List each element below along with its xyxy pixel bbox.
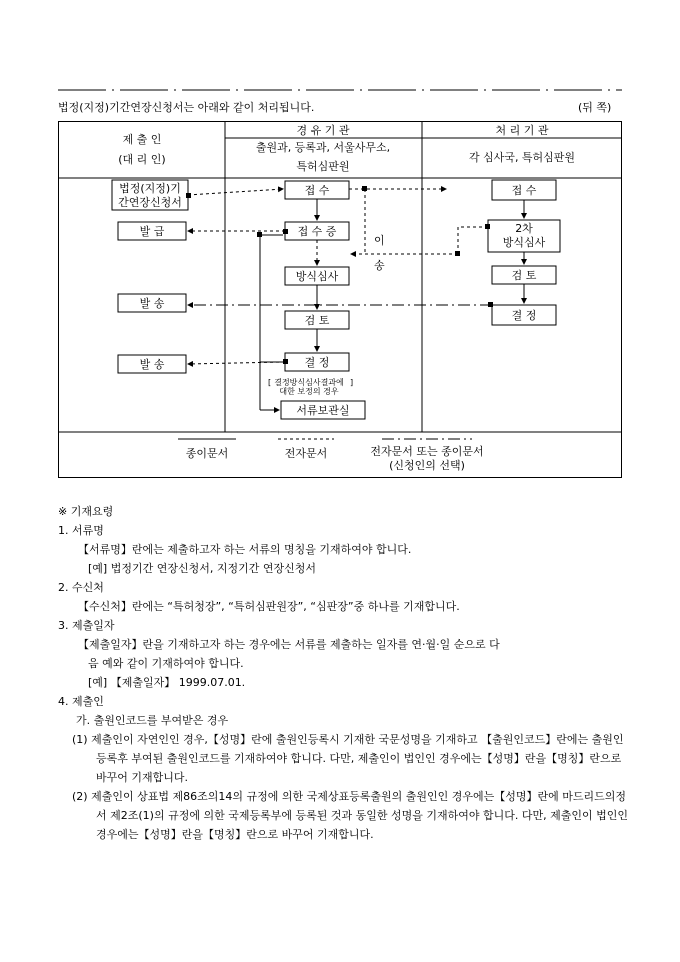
- transfer-label-1: 이: [374, 234, 385, 247]
- section-3-body-2: 음 예와 같이 기재하여야 합니다.: [88, 657, 244, 670]
- review-box: 검 토: [304, 314, 330, 327]
- proc-decision-box: 결 정: [511, 309, 537, 322]
- col3-header-sub: 각 심사국, 특허심판원: [468, 151, 576, 164]
- col1-header-line2: (대 리 인): [118, 153, 166, 166]
- correction-note-line1: 결정방식심사결과에: [274, 378, 344, 387]
- cut-line: [58, 85, 622, 95]
- section-4-item-2: (2) 제출인이 상표법 제86조의14의 규정에 의한 국제상표등록출원의 출원인인 경우에는【성명】란에 마드리드의정서 제2조(1)의 규정에 의한 국제등록부에 등록된 것과 동일한 성명을 기재하여야 합니다. 다만, 제출인이 법인인 경우에는【성명】란을【명칭】란으로 바꾸어 기재합니다.: [72, 790, 628, 841]
- issue-box: 발 급: [139, 225, 165, 238]
- section-3-example: [예] 【제출일자】 1999.07.01.: [88, 676, 246, 689]
- section-3-body-1: 【제출일자】란을 기재하고자 하는 경우에는 서류를 제출하는 일자를 연·월·일 순으로 다: [78, 638, 500, 651]
- applicant-doc-line1: 법정(지정)기: [119, 182, 181, 195]
- intro-text: 법정(지정)기간연장신청서는 아래와 같이 처리됩니다.: [58, 101, 315, 114]
- formality-review-box: 방식심사: [295, 270, 339, 283]
- legend-either: 전자문서 또는 종이문서: [370, 445, 484, 458]
- applicant-doc-line2: 간연장신청서: [118, 196, 182, 209]
- bracket-open: [: [268, 378, 272, 387]
- section-3-heading: 3. 제출일자: [58, 619, 115, 632]
- flow-diagram: [58, 121, 622, 479]
- section-4-item-1: (1) 제출인이 자연인인 경우,【성명】란에 출원인등록시 기재한 국문성명을 기재하고 【출원인코드】란에는 출원인등록후 부여된 출원인코드를 기재하여야 합니다. 다만, 제출인이 법인인 경우에는【성명】란을【명칭】란으로 바꾸어 기재합니다.: [72, 733, 624, 784]
- send-box-1: 발 송: [139, 297, 165, 310]
- section-4-heading: 4. 제출인: [58, 695, 104, 708]
- col2-header-title: 경 유 기 관: [296, 124, 350, 137]
- legend-paper: 종이문서: [185, 447, 229, 460]
- bracket-close: ]: [350, 378, 354, 387]
- legend-electronic: 전자문서: [284, 447, 328, 460]
- proc-second-review-line1: 2차: [515, 222, 533, 235]
- section-2-body: 【수신처】란에는 “특허청장”, “특허심판원장”, “심판장”중 하나를 기재합니다.: [78, 600, 460, 613]
- proc-review-box: 검 토: [511, 269, 537, 282]
- section-1-heading: 1. 서류명: [58, 524, 104, 537]
- section-1-body: 【서류명】란에는 제출하고자 하는 서류의 명칭을 기재하여야 합니다.: [78, 543, 412, 556]
- section-4-sub: 가. 출원인코드를 부여받은 경우: [76, 714, 229, 727]
- col3-header-title: 처 리 기 관: [495, 124, 549, 137]
- proc-receipt-box: 접 수: [511, 184, 537, 197]
- transfer-label-2: 송: [374, 259, 385, 272]
- receipt-box: 접 수: [304, 184, 330, 197]
- decision-box: 결 정: [304, 356, 330, 369]
- proc-second-review-line2: 방식심사: [502, 236, 546, 249]
- col2-header-line2: 특허심판원: [296, 160, 350, 173]
- legend-either-sub: (신청인의 선택): [389, 459, 465, 472]
- section-1-example: [예] 법정기간 연장신청서, 지정기간 연장신청서: [88, 562, 316, 575]
- col1-header-line1: 제 출 인: [122, 133, 162, 146]
- col2-header-line1: 출원과, 등록과, 서울사무소,: [255, 141, 391, 154]
- guide-title: ※ 기재요령: [58, 505, 114, 518]
- archive-box: 서류보관실: [296, 404, 350, 417]
- send-box-2: 발 송: [139, 358, 165, 371]
- writing-guide: [58, 502, 628, 844]
- section-2-heading: 2. 수신처: [58, 581, 104, 594]
- receipt-certificate-box: 접 수 증: [297, 225, 337, 238]
- back-side-label: (뒤 쪽): [578, 101, 612, 114]
- correction-note-line2: 대한 보정의 경우: [279, 387, 339, 396]
